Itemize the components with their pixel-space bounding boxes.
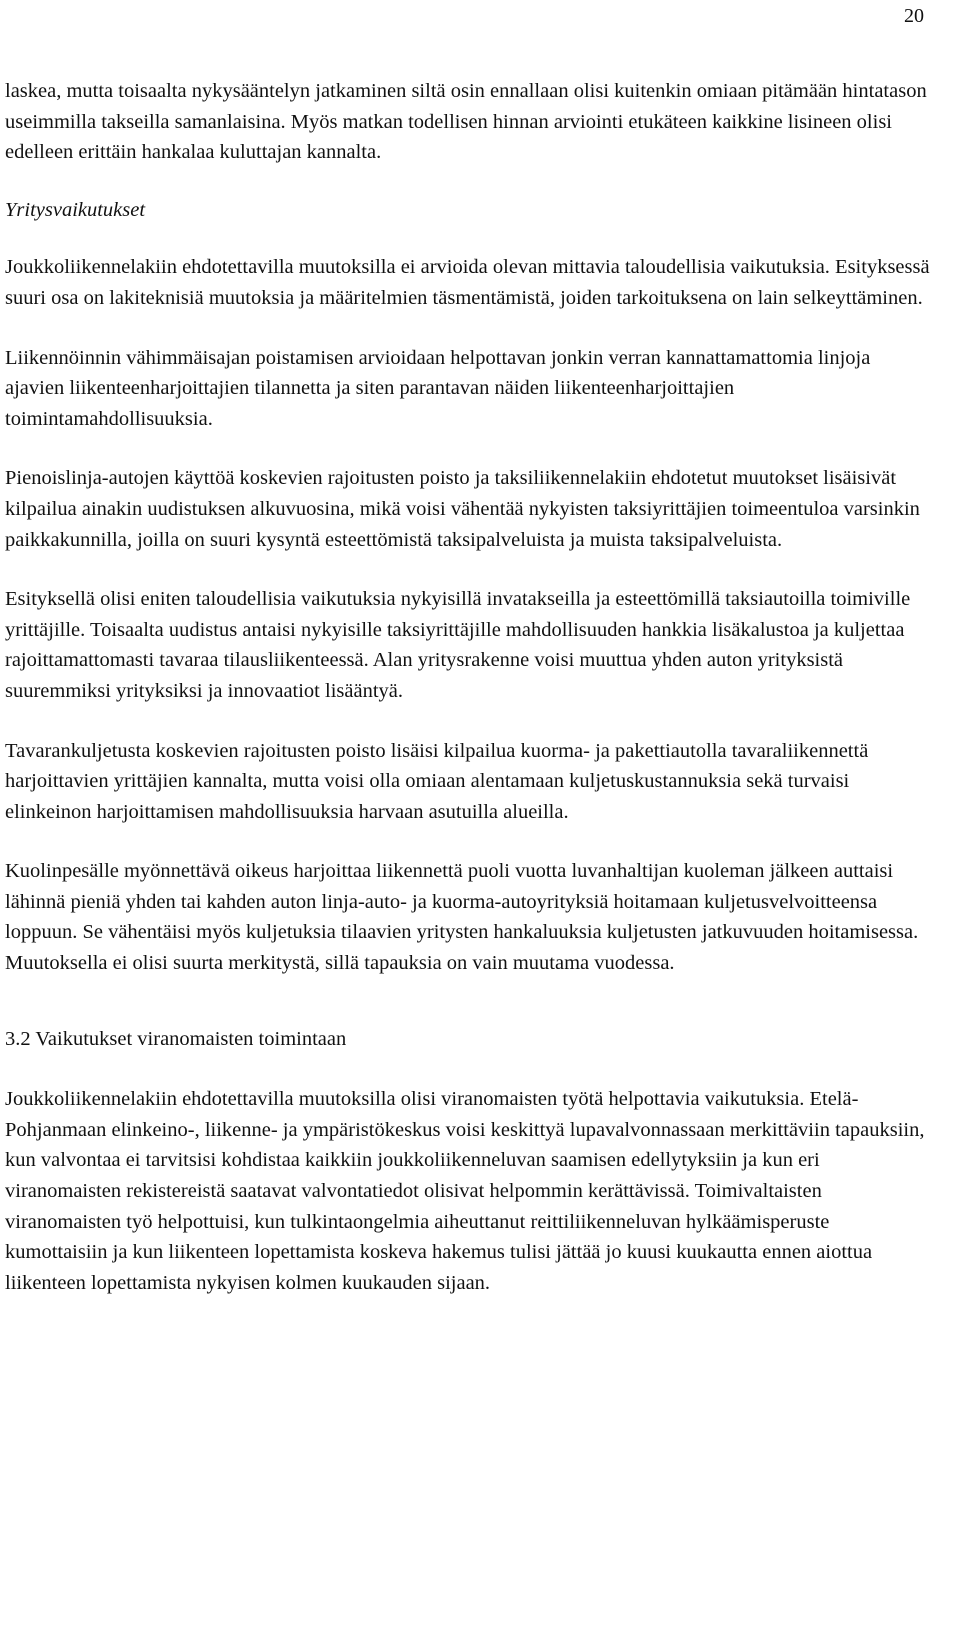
- paragraph-2: Joukkoliikennelakiin ehdotettavilla muutoksilla ei arvioida olevan mittavia taloudellisia vaikutuksia. Esityksessä suuri osa on lakiteknisiä muutoksia ja määritelmien täsmentämistä, joiden tarkoituksena on lain selkeyttäminen.: [5, 256, 930, 309]
- paragraph-3: Liikennöinnin vähimmäisajan poistamisen arvioidaan helpottavan jonkin verran kannattamattomia linjoja ajavien liikenteenharjoittajien tilannetta ja siten parantavan näiden liikenteenharjoittajien toimintamahdollisuuksia.: [5, 346, 871, 430]
- subheading-yritysvaikutukset: Yritysvaikutukset: [5, 198, 146, 221]
- paragraph-5: Esityksellä olisi eniten taloudellisia vaikutuksia nykyisillä invatakseilla ja esteettömillä taksiautoilla toimiville yrittäjille. Toisaalta uudistus antaisi nykyisille taksiyrittäjille mahdollisuuden hankkia lisäkalustoa ja kuljettaa rajoittamattomasti tavaraa tilausliikenteessä. Alan yritysrakenne voisi muuttua yhden auton yrityksistä suuremmiksi yrityksiksi ja innovaatiot lisääntyä.: [5, 588, 911, 702]
- paragraph-4: Pienoislinja-autojen käyttöä koskevien rajoitusten poisto ja taksiliikennelakiin ehdotetut muutokset lisäisivät kilpailua ainakin uudistuksen alkuvuosina, mikä voisi vähentää nykyisten taksiyrittäjien toimeentuloa varsinkin paikkakunnilla, joilla on suuri kysyntä esteettömistä taksipalveluista ja muista taksipalveluista.: [5, 467, 920, 551]
- paragraph-8: Joukkoliikennelakiin ehdotettavilla muutoksilla olisi viranomaisten työtä helpottavia vaikutuksia. Etelä-Pohjanmaan elinkeino-, liikenne- ja ympäristökeskus voisi keskittyä lupavalvonnassaan merkittäviin tapauksiin, kun valvontaa ei tarvitsisi kohdistaa kaikkiin joukkoliikenneluvan saamisen edellytyksiin ja kun eri viranomaisten rekistereistä saatavat valvontatiedot olisivat helpommin kerättävissä. Toimivaltaisten viranomaisten työ helpottuisi, kun tulkintaongelmia aiheuttanut reittiliikenneluvan hylkäämisperuste kumottaisiin ja kun liikenteen lopettamista koskeva hakemus tulisi jättää jo kuusi kuukautta ennen aiottua liikenteen lopettamista nykyisen kolmen kuukauden sijaan.: [5, 1088, 925, 1294]
- section-heading-3-2: 3.2 Vaikutukset viranomaisten toimintaan: [5, 1027, 347, 1050]
- page-number: 20: [904, 5, 924, 27]
- paragraph-1: laskea, mutta toisaalta nykysääntelyn jatkaminen siltä osin ennallaan olisi kuitenkin omiaan pitämään hintatason useimmilla takseilla samanlaisina. Myös matkan todellisen hinnan arviointi etukäteen kaikkine lisineen olisi edelleen erittäin hankalaa kuluttajan kannalta.: [5, 80, 927, 164]
- document-body: [5, 76, 930, 1327]
- paragraph-7: Kuolinpesälle myönnettävä oikeus harjoittaa liikennettä puoli vuotta luvanhaltijan kuoleman jälkeen auttaisi lähinnä pieniä yhden tai kahden auton linja-auto- ja kuorma-autoyrityksiä hoitamaan kuljetusvelvoitteensa loppuun. Se vähentäisi myös kuljetuksia tilaavien yritysten hankaluuksia kuljetusten jatkuvuuden hoitamisessa. Muutoksella ei olisi suurta merkitystä, sillä tapauksia on vain muutama vuodessa.: [5, 860, 919, 975]
- paragraph-6: Tavarankuljetusta koskevien rajoitusten poisto lisäisi kilpailua kuorma- ja pakettiautolla tavaraliikennettä harjoittavien yrittäjien kannalta, mutta voisi olla omiaan alentamaan kuljetuskustannuksia sekä turvaisi elinkeinon harjoittamisen mahdollisuuksia harvaan asutuilla alueilla.: [5, 739, 869, 823]
